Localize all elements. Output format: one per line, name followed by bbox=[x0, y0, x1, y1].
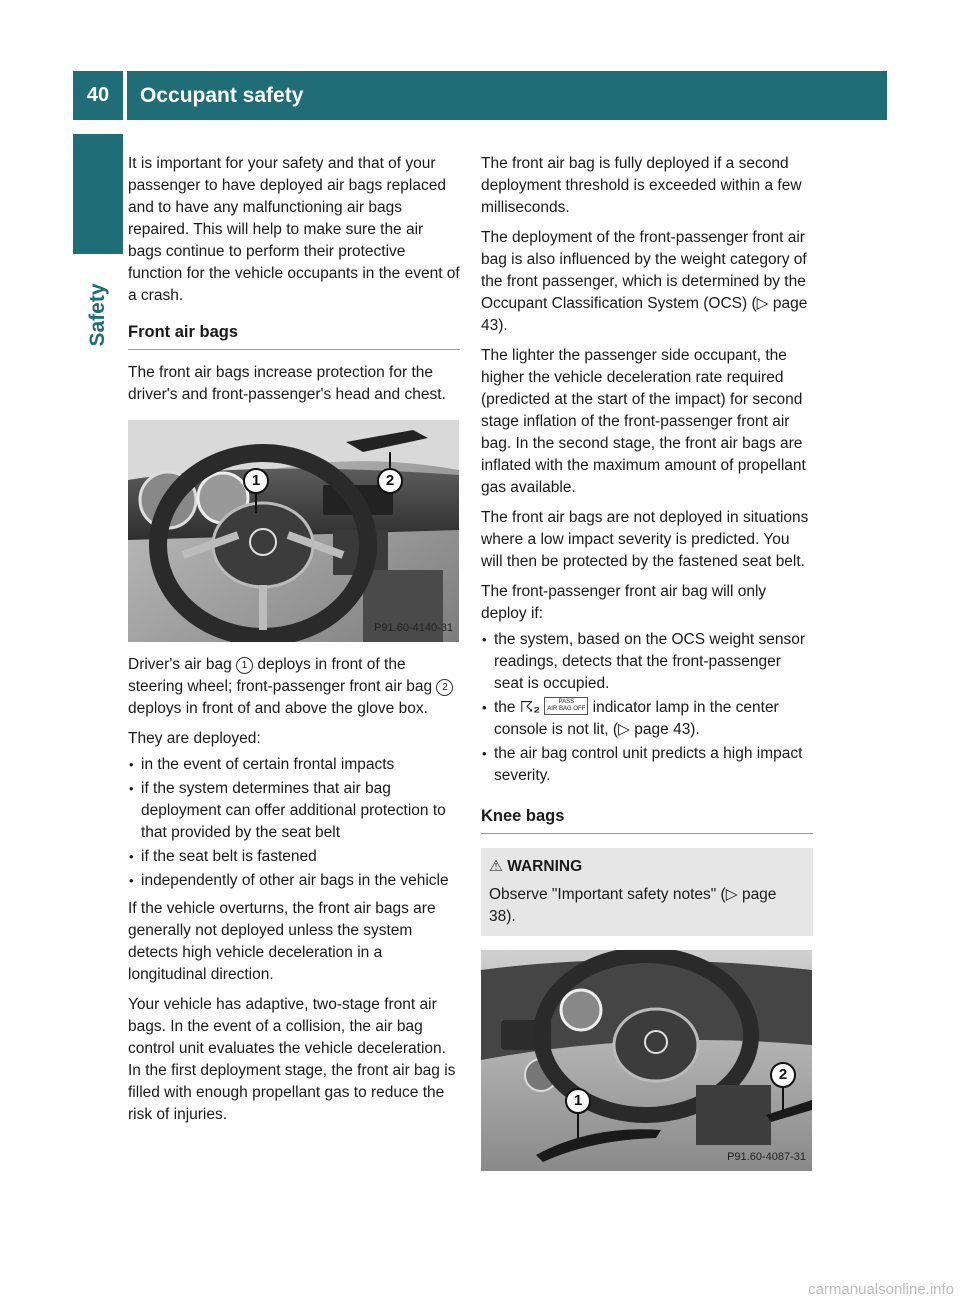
list-item: • the air bag control unit predicts a high impact severity. bbox=[481, 743, 813, 787]
dashboard-illustration bbox=[128, 420, 459, 642]
side-tab-block bbox=[73, 134, 123, 254]
page-number: 40 bbox=[86, 84, 110, 106]
watermark: carmanualsonline.info bbox=[808, 1281, 954, 1298]
deployed-label: They are deployed: bbox=[128, 730, 261, 747]
paragraph-1: The front air bag is fully deployed if a second deployment threshold is exceeded within a few milliseconds. bbox=[481, 155, 802, 216]
list-item: • if the system determines that air bag deployment can offer additional protection to that provided by the seat belt bbox=[128, 778, 460, 844]
knee-bags-heading: Knee bags bbox=[481, 805, 813, 834]
list-item bbox=[481, 697, 813, 741]
marker-1: 1 bbox=[236, 657, 253, 674]
knee-airbag-photo bbox=[481, 950, 812, 1171]
photo-code: P91.60-4087-31 bbox=[727, 1151, 806, 1163]
paragraph-3: The lighter the passenger side occupant, the higher the vehicle deceleration rate required (predicted at the start of the impact) for second stage inflation of the front-passenger front air bag. In the second stage, the front air bags are inflated with the maximum amount of propellant gas available. bbox=[481, 347, 806, 496]
airbag-caption bbox=[128, 654, 460, 720]
deployed-list bbox=[128, 754, 460, 892]
list-item: • if the seat belt is fastened bbox=[128, 846, 460, 868]
front-airbags-intro: The front air bags increase protection for the driver's and front-passenger's head and chest. bbox=[128, 364, 446, 403]
knee-illustration bbox=[481, 950, 812, 1171]
header-separator bbox=[123, 71, 127, 120]
callout-1: 1 bbox=[565, 1088, 591, 1114]
warning-triangle-icon: ⚠ bbox=[489, 858, 503, 875]
side-tab-label: Safety bbox=[86, 283, 109, 347]
deploy-conditions-list bbox=[481, 629, 813, 787]
caption-part-3: deploys in front of and above the glove box. bbox=[128, 700, 428, 717]
caption-part-2: deploys in front of the steering wheel; front-passenger front air bag bbox=[128, 656, 433, 695]
airbag-off-label: AIR BAG OFF bbox=[547, 706, 586, 712]
lamp-text-post: indicator lamp in the center console is not lit, (▷ page 43). bbox=[494, 699, 779, 738]
callout-2: 2 bbox=[377, 468, 403, 494]
warning-title: WARNING bbox=[507, 858, 583, 875]
callout-1: 1 bbox=[243, 468, 269, 494]
pass-label: PASS bbox=[558, 699, 575, 705]
section-title: Occupant safety bbox=[140, 83, 304, 107]
paragraph-2: The deployment of the front-passenger front air bag is also influenced by the weight category of the front passenger, which is determined by the Occupant Classification System (OCS) (▷ page 43). bbox=[481, 229, 808, 334]
paragraph-4: The front air bags are not deployed in situations where a low impact severity is predicted. You will then be protected by the fastened seat belt. bbox=[481, 509, 809, 570]
photo-code: P91.60-4140-31 bbox=[374, 622, 453, 634]
dashboard-airbag-photo bbox=[128, 420, 459, 642]
pass-airbag-off-icon bbox=[544, 697, 588, 715]
list-item: • in the event of certain frontal impacts bbox=[128, 754, 460, 776]
right-column bbox=[481, 153, 813, 1171]
lamp-text-pre: the bbox=[494, 699, 516, 716]
warning-box bbox=[481, 848, 813, 936]
marker-2: 2 bbox=[436, 679, 453, 696]
overturn-paragraph: If the vehicle overturns, the front air bags are generally not deployed unless the system detects high vehicle deceleration in a longitudinal direction. bbox=[128, 900, 436, 983]
warning-header bbox=[489, 856, 803, 878]
adaptive-paragraph: Your vehicle has adaptive, two-stage front air bags. In the event of a collision, the air bag control unit evaluates the vehicle deceleration. In the first deployment stage, the front air bag is filled with enough propellant gas to reduce the risk of injuries. bbox=[128, 996, 456, 1123]
front-airbags-heading: Front air bags bbox=[128, 321, 460, 350]
callout-2: 2 bbox=[770, 1062, 796, 1088]
list-item: • the system, based on the OCS weight sensor readings, detects that the front-passenger seat is occupied. bbox=[481, 629, 813, 695]
paragraph-5: The front-passenger front air bag will only deploy if: bbox=[481, 583, 767, 622]
caption-part-1: Driver's air bag bbox=[128, 656, 232, 673]
list-item: • independently of other air bags in the vehicle bbox=[128, 870, 460, 892]
intro-paragraph: It is important for your safety and that of your passenger to have deployed air bags replaced and to have any malfunctioning air bags repaired. This will help to make sure the air bags continue to perform their protective function for the vehicle occupants in the event of a crash. bbox=[128, 155, 460, 304]
warning-text: Observe "Important safety notes" (▷ page 38). bbox=[489, 886, 777, 925]
left-column bbox=[128, 153, 460, 1134]
passenger-seat-icon: ☈₂ bbox=[519, 699, 540, 716]
